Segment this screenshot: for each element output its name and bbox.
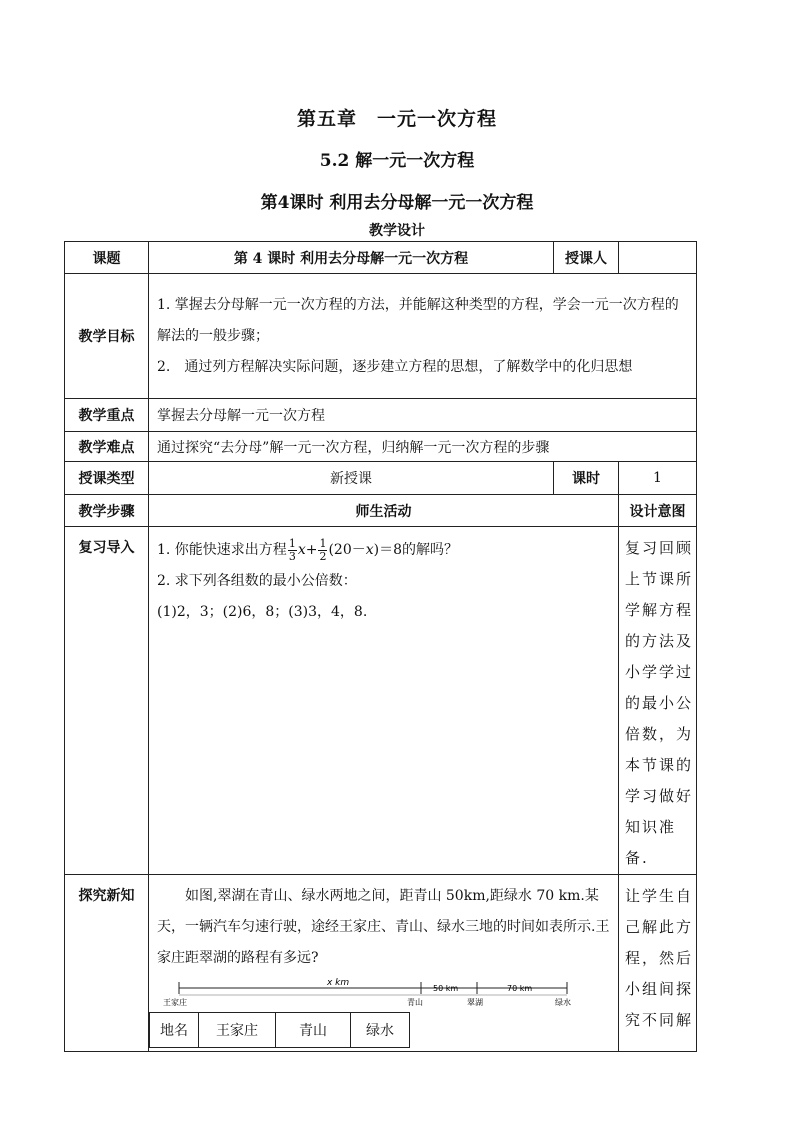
- place-cuihu: 翠湖: [467, 998, 483, 1007]
- goals-cell: [149, 274, 697, 399]
- inner-header: 王家庄: [199, 1013, 276, 1048]
- review-intent: 复习回顾上节课所学解方程的方法及小学学过的最小公倍数，为本节课的学习做好知识准备.: [619, 527, 697, 875]
- goal-2: 2. 通过列方程解决实际问题，逐步建立方程的思想，了解数学中的化归思想: [157, 358, 633, 375]
- steps-label: 教学步骤: [65, 495, 149, 527]
- explore-cell: [149, 875, 619, 1052]
- route-diagram: [163, 978, 577, 1008]
- key-label: 教学重点: [65, 399, 149, 432]
- x-km-label: x km: [327, 978, 350, 988]
- lesson-plan-table: [64, 241, 697, 1052]
- place-lvshui: 绿水: [555, 998, 571, 1007]
- key-value: 掌握去分母解一元一次方程: [149, 399, 697, 432]
- fraction-one-half: $\frac{1}{2}$: [319, 536, 327, 563]
- type-value: 新授课: [149, 462, 554, 495]
- d1-label: 50 km: [433, 984, 459, 993]
- place-wangjiazhuang: 王家庄: [163, 998, 187, 1007]
- place-qingshan: 青山: [407, 998, 423, 1007]
- explore-text: 如图,翠湖在青山、绿水两地之间，距青山 50km,距绿水 70 km.某天，一辆汽车匀速行驶，途经王家庄、青山、绿水三地的时间如表所示.王家庄距翠湖的路程有多远?: [157, 888, 610, 966]
- time-table: [149, 1012, 410, 1048]
- table-row: [150, 1013, 410, 1048]
- goals-label: 教学目标: [65, 274, 149, 399]
- table-row: [65, 399, 697, 432]
- review-question-2: 2. 求下列各组数的最小公倍数：: [157, 573, 357, 589]
- explore-label: 探究新知: [65, 875, 149, 1052]
- design-heading: 教学设计: [369, 223, 425, 239]
- difficult-value: 通过探究“去分母”解一元一次方程，归纳解一元一次方程的步骤: [149, 432, 697, 462]
- inner-header: 地名: [150, 1013, 199, 1048]
- chapter-title: 第五章 一元一次方程: [296, 108, 497, 130]
- table-row: [65, 527, 697, 875]
- review-question-3: (1)2，3；(2)6，8；(3)3，4，8.: [157, 604, 368, 620]
- hours-label: 课时: [554, 462, 619, 495]
- section-title: 5.2 解一元一次方程: [319, 151, 475, 171]
- explore-intent: 让学生自己解此方程，然后小组间探究不同解: [619, 875, 697, 1052]
- type-label: 授课类型: [65, 462, 149, 495]
- hours-value: 1: [619, 462, 697, 495]
- review-question-1: 1. 你能快速求出方程 $\frac{1}{3}$ x+ $\frac{1}{2}$ (20－x)＝8的解吗？: [157, 536, 459, 563]
- topic-label: 课题: [65, 242, 149, 274]
- goal-1: 1. 掌握去分母解一元一次方程的方法，并能解这种类型的方程，学会一元一次方程的解法的一般步骤；: [157, 296, 679, 344]
- table-row: [65, 462, 697, 495]
- inner-header: 绿水: [351, 1013, 410, 1048]
- activity-label: 师生活动: [149, 495, 619, 527]
- fraction-one-third: $\frac{1}{3}$: [288, 536, 296, 563]
- table-row: [65, 875, 697, 1052]
- difficult-label: 教学难点: [65, 432, 149, 462]
- intent-label: 设计意图: [619, 495, 697, 527]
- inner-header: 青山: [276, 1013, 351, 1048]
- lesson-title: 第4课时 利用去分母解一元一次方程: [260, 193, 534, 213]
- review-cell: [149, 527, 619, 875]
- review-label: 复习导入: [65, 527, 149, 875]
- teacher-label: 授课人: [554, 242, 619, 274]
- teacher-value: [619, 242, 697, 274]
- table-row: [65, 495, 697, 527]
- table-row: [65, 274, 697, 399]
- table-row: [65, 242, 697, 274]
- topic-value: 第 4 课时 利用去分母解一元一次方程: [149, 242, 554, 274]
- table-row: [65, 432, 697, 462]
- d2-label: 70 km: [507, 984, 533, 993]
